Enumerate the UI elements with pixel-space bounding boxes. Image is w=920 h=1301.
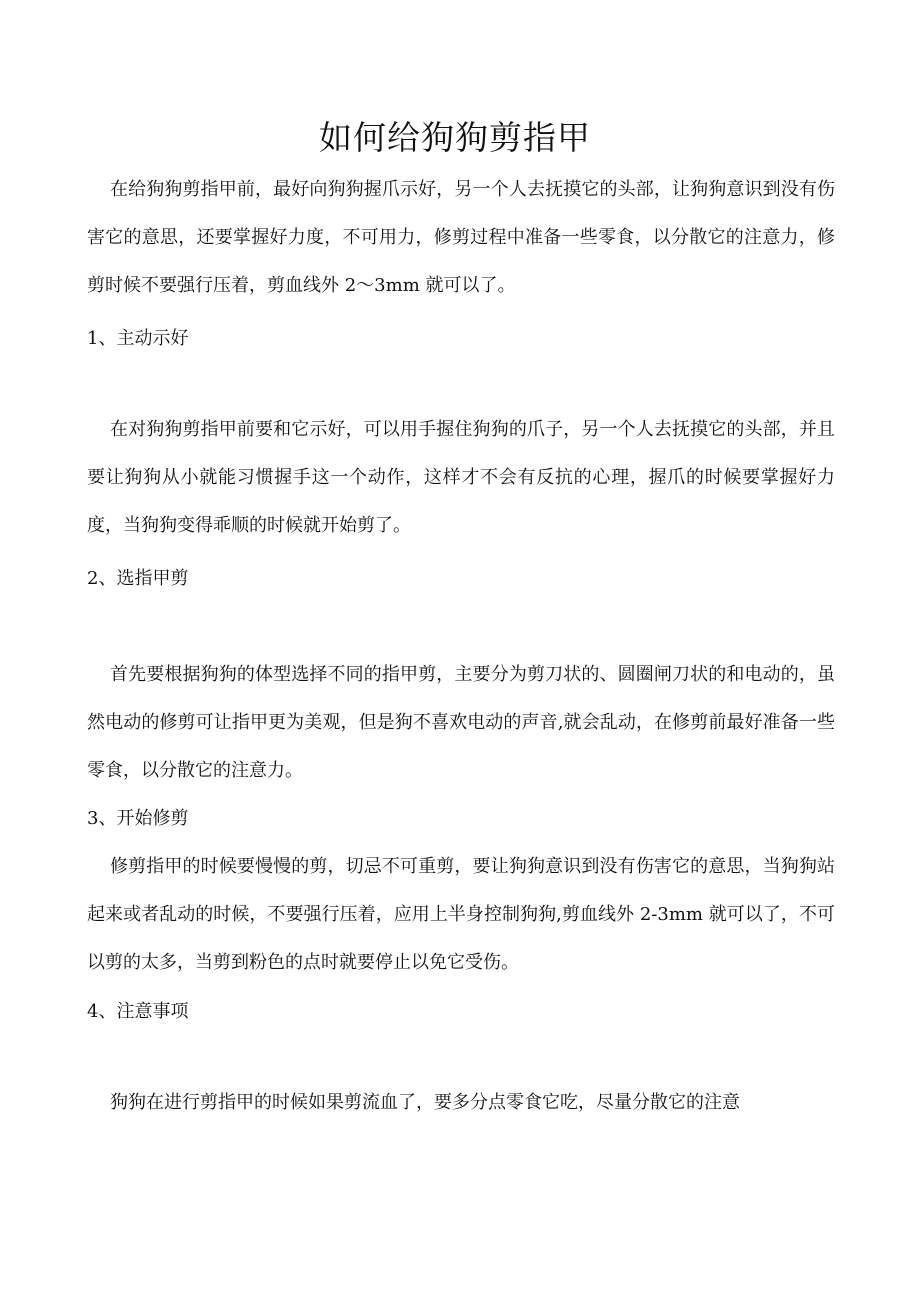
section-heading-4: 4、注意事项	[87, 1001, 189, 1022]
section-heading-3: 3、开始修剪	[87, 808, 189, 829]
section-body-3: 修剪指甲的时候要慢慢的剪，切忌不可重剪，要让狗狗意识到没有伤害它的意思，当狗狗站起来或者乱动的时候，不要强行压着，应用上半身控制狗狗,剪血线外 2-3mm 就可以了，不可以剪的太多，当剪到粉色的点时就要停止以免它受伤。	[87, 856, 835, 973]
document-title: 如何给狗狗剪指甲	[319, 118, 591, 157]
section-heading-2: 2、选指甲剪	[87, 568, 189, 589]
intro-paragraph: 在给狗狗剪指甲前，最好向狗狗握爪示好，另一个人去抚摸它的头部，让狗狗意识到没有伤害它的意思，还要掌握好力度，不可用力，修剪过程中准备一些零食，以分散它的注意力，修剪时候不要强行压着，剪血线外 2～3mm 就可以了。	[87, 179, 835, 296]
section-heading-1: 1、主动示好	[87, 328, 189, 349]
section-body-2: 首先要根据狗狗的体型选择不同的指甲剪，主要分为剪刀状的、圆圈闸刀状的和电动的，虽然电动的修剪可让指甲更为美观，但是狗不喜欢电动的声音,就会乱动，在修剪前最好准备一些零食，以分散它的注意力。	[87, 664, 835, 781]
section-body-1: 在对狗狗剪指甲前要和它示好，可以用手握住狗狗的爪子，另一个人去抚摸它的头部，并且要让狗狗从小就能习惯握手这一个动作，这样才不会有反抗的心理，握爪的时候要掌握好力度，当狗狗变得乖顺的时候就开始剪了。	[87, 419, 835, 536]
section-body-4: 狗狗在进行剪指甲的时候如果剪流血了，要多分点零食它吃，尽量分散它的注意	[110, 1092, 740, 1113]
